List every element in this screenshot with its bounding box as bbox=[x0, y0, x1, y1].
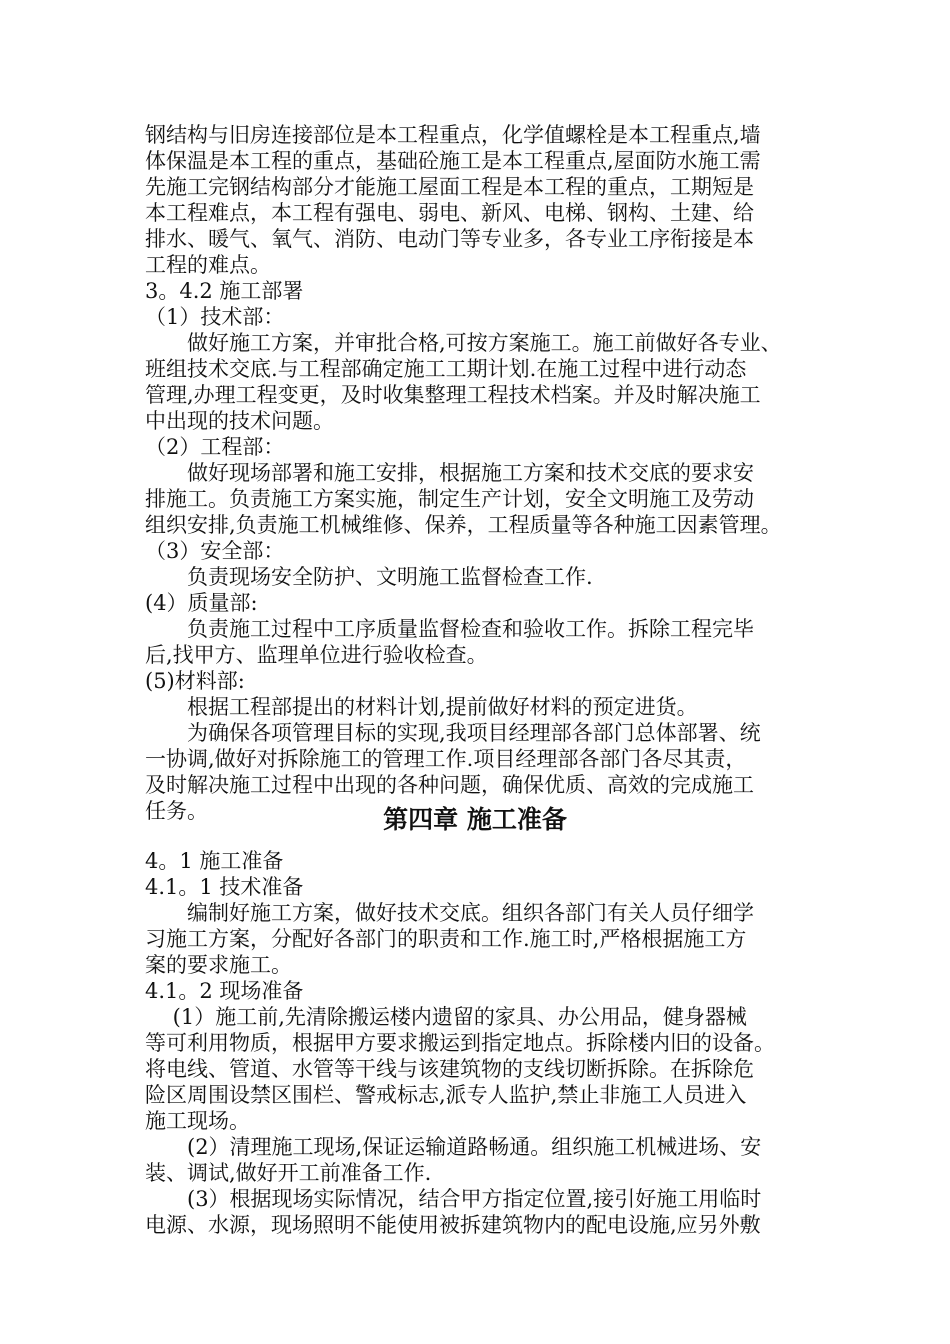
text-line: 及时解决施工过程中出现的各种问题，确保优质、高效的完成施工 bbox=[145, 773, 754, 797]
text-line: 做好现场部署和施工安排，根据施工方案和技术交底的要求安 bbox=[145, 461, 754, 485]
text-line: 管理,办理工程变更，及时收集整理工程技术档案。并及时解决施工 bbox=[145, 383, 761, 407]
section-heading: 3。4.2 施工部署 bbox=[145, 279, 304, 303]
text-line: 根据工程部提出的材料计划,提前做好材料的预定进货。 bbox=[145, 695, 698, 719]
text-line: 险区周围设禁区围栏、警戒标志,派专人监护,禁止非施工人员进入 bbox=[145, 1083, 747, 1107]
text-line: 中出现的技术问题。 bbox=[145, 409, 334, 433]
text-line: 施工现场。 bbox=[145, 1109, 250, 1133]
text-line: 案的要求施工。 bbox=[145, 953, 292, 977]
text-line: 体保温是本工程的重点，基础砼施工是本工程重点,屋面防水施工需 bbox=[145, 149, 761, 173]
text-line: 本工程难点，本工程有强电、弱电、新风、电梯、钢构、土建、给 bbox=[145, 201, 754, 225]
section-heading: 4.1。1 技术准备 bbox=[145, 875, 304, 899]
chapter-heading: 第四章 施工准备 bbox=[383, 805, 567, 834]
text-line: 做好施工方案，并审批合格,可按方案施工。施工前做好各专业、 bbox=[145, 331, 782, 355]
text-line: 为确保各项管理目标的实现,我项目经理部各部门总体部署、统 bbox=[145, 721, 761, 745]
text-line: 班组技术交底.与工程部确定施工工期计划.在施工过程中进行动态 bbox=[145, 357, 747, 381]
subsection-label: （1）技术部： bbox=[145, 305, 285, 329]
text-line: (3）根据现场实际情况，结合甲方指定位置,接引好施工用临时 bbox=[145, 1187, 762, 1211]
subsection-label: （3）安全部： bbox=[145, 539, 285, 563]
text-line: 一协调,做好对拆除施工的管理工作.项目经理部各部门各尽其责， bbox=[145, 747, 747, 771]
text-line: 后,找甲方、监理单位进行验收检查。 bbox=[145, 643, 488, 667]
text-line: 等可利用物质，根据甲方要求搬运到指定地点。拆除楼内旧的设备。 bbox=[145, 1031, 775, 1055]
text-line: 钢结构与旧房连接部位是本工程重点，化学值螺栓是本工程重点,墙 bbox=[145, 123, 761, 147]
text-line: 习施工方案，分配好各部门的职责和工作.施工时,严格根据施工方 bbox=[145, 927, 747, 951]
subsection-label: （2）工程部： bbox=[145, 435, 285, 459]
text-line: (1）施工前,先清除搬运楼内遗留的家具、办公用品，健身器械 bbox=[145, 1005, 747, 1029]
text-line: 将电线、管道、水管等干线与该建筑物的支线切断拆除。在拆除危 bbox=[145, 1057, 754, 1081]
text-line: 工程的难点。 bbox=[145, 253, 271, 277]
section-heading: 4.1。2 现场准备 bbox=[145, 979, 304, 1003]
text-line: 负责施工过程中工序质量监督检查和验收工作。拆除工程完毕 bbox=[145, 617, 754, 641]
text-line: 组织安排,负责施工机械维修、保养，工程质量等各种施工因素管理。 bbox=[145, 513, 782, 537]
section-heading: 4。1 施工准备 bbox=[145, 849, 284, 873]
text-line: 先施工完钢结构部分才能施工屋面工程是本工程的重点，工期短是 bbox=[145, 175, 754, 199]
subsection-label: (4）质量部: bbox=[145, 591, 258, 615]
text-line: 编制好施工方案，做好技术交底。组织各部门有关人员仔细学 bbox=[145, 901, 754, 925]
text-line: 排水、暖气、氧气、消防、电动门等专业多，各专业工序衔接是本 bbox=[145, 227, 754, 251]
subsection-label: (5)材料部: bbox=[145, 669, 245, 693]
text-line: 负责现场安全防护、文明施工监督检查工作. bbox=[145, 565, 593, 589]
text-line: (2）清理施工现场,保证运输道路畅通。组织施工机械进场、安 bbox=[145, 1135, 762, 1159]
text-line: 装、调试,做好开工前准备工作. bbox=[145, 1161, 432, 1185]
text-line: 任务。 bbox=[145, 799, 208, 823]
text-line: 电源、水源，现场照明不能使用被拆建筑物内的配电设施,应另外敷 bbox=[145, 1213, 761, 1237]
text-line: 排施工。负责施工方案实施，制定生产计划，安全文明施工及劳动 bbox=[145, 487, 754, 511]
